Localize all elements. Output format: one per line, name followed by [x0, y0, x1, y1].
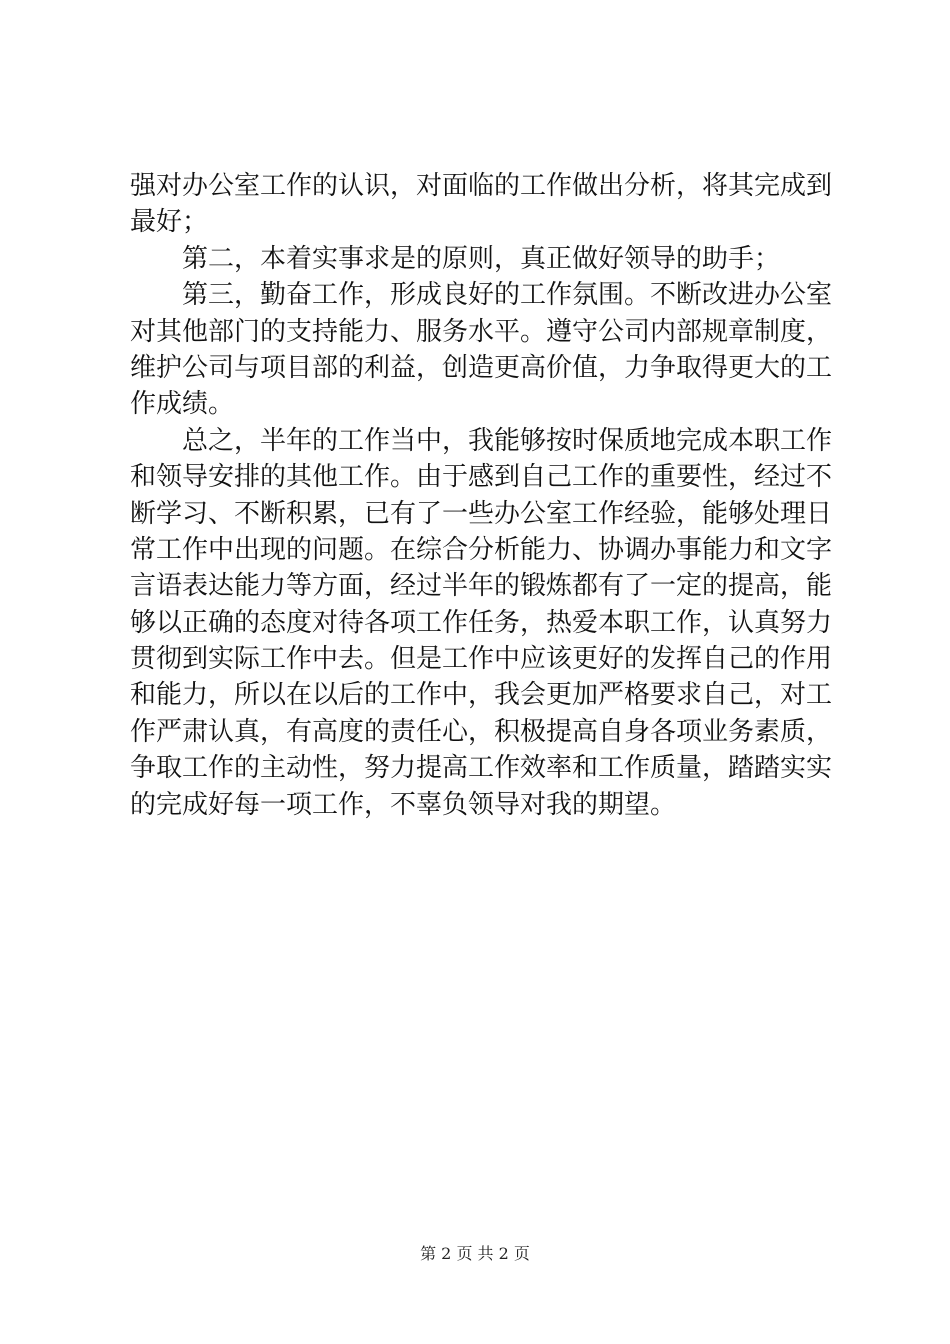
text-line: 争取工作的主动性，努力提高工作效率和工作质量，踏踏实实	[130, 753, 833, 784]
text-line: 作严肃认真，有高度的责任心，积极提高自身各项业务素质，	[130, 716, 833, 747]
text-line: 断学习、不断积累，已有了一些办公室工作经验，能够处理日	[130, 498, 833, 529]
text-line: 作成绩。	[130, 389, 235, 420]
text-line: 言语表达能力等方面，经过半年的锻炼都有了一定的提高，能	[130, 571, 833, 602]
document-body	[130, 168, 833, 823]
text-line: 最好；	[130, 207, 209, 238]
text-line: 对其他部门的支持能力、服务水平。遵守公司内部规章制度，	[130, 316, 833, 347]
text-line: 和能力，所以在以后的工作中，我会更加严格要求自己，对工	[130, 680, 833, 711]
text-line: 常工作中出现的问题。在综合分析能力、协调办事能力和文字	[130, 534, 833, 565]
text-line: 强对办公室工作的认识，对面临的工作做出分析，将其完成到	[130, 171, 833, 201]
text-line: 总之，半年的工作当中，我能够按时保质地完成本职工作	[182, 425, 833, 456]
text-line: 够以正确的态度对待各项工作任务，热爱本职工作，认真努力	[130, 607, 833, 638]
text-line: 的完成好每一项工作，不辜负领导对我的期望。	[130, 789, 677, 820]
text-line: 和领导安排的其他工作。由于感到自己工作的重要性，经过不	[130, 462, 833, 493]
text-line: 贯彻到实际工作中去。但是工作中应该更好的发挥自己的作用	[130, 644, 833, 675]
page-number-label: 第 2 页 共 2 页	[420, 1244, 530, 1263]
page-footer	[0, 1243, 950, 1265]
text-line: 第三，勤奋工作，形成良好的工作氛围。不断改进办公室	[182, 280, 833, 311]
text-line: 维护公司与项目部的利益，创造更高价值，力争取得更大的工	[130, 352, 833, 383]
text-line: 第二，本着实事求是的原则，真正做好领导的助手；	[182, 243, 781, 274]
